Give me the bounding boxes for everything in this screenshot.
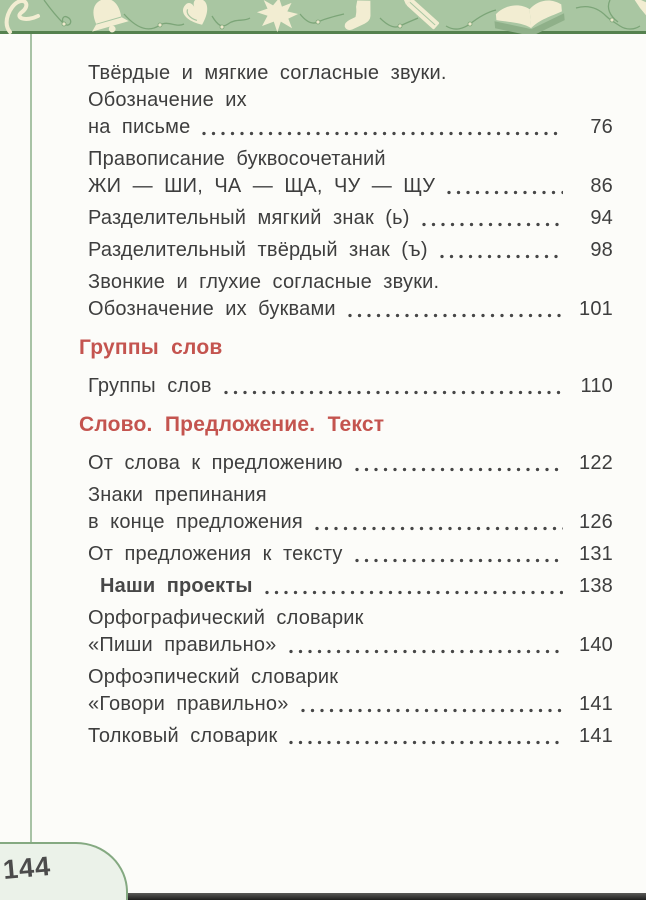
- toc-entry-leader-line: [88, 296, 613, 323]
- toc-entry-title: Обозначение их буквами: [88, 298, 336, 320]
- dot-leader: [315, 526, 563, 531]
- dot-leader: [289, 740, 563, 745]
- toc-entry-leader-line: [88, 541, 613, 568]
- dot-leader: [202, 131, 563, 136]
- toc-page-number: 110: [580, 375, 613, 397]
- toc-page-number: 94: [590, 207, 613, 229]
- toc-page-number: 122: [579, 452, 613, 474]
- toc-entry: [88, 450, 613, 477]
- toc-entry-line: Звонкие и глухие согласные звуки.: [88, 271, 440, 293]
- dot-leader: [422, 222, 563, 227]
- toc-entry-title: От предложения к тексту: [88, 543, 343, 565]
- toc-entry-leader-line: [88, 691, 613, 718]
- toc-entry-leader-line: [88, 723, 613, 750]
- toc-page-number: 140: [579, 634, 613, 656]
- toc-entry: [88, 146, 613, 200]
- toc-entry-title: в конце предложения: [88, 511, 303, 533]
- toc-entry-leader-line: [88, 173, 613, 200]
- toc-entry-title: От слова к предложению: [88, 452, 343, 474]
- toc-entry-leader-line: [88, 237, 613, 264]
- toc-entry-leader-line: [88, 509, 613, 536]
- toc-entry-leader-line: [88, 632, 613, 659]
- toc-page-number: 101: [579, 298, 613, 320]
- toc-entry: [88, 60, 613, 141]
- dot-leader: [348, 313, 563, 318]
- toc-page-number: 141: [579, 693, 613, 715]
- toc-entry: [88, 373, 613, 400]
- toc-entry-title: Группы слов: [88, 375, 212, 397]
- toc-entry: [88, 605, 613, 659]
- toc-page-number: 98: [590, 239, 613, 261]
- toc-page-number: 131: [579, 543, 613, 565]
- toc-entry-title: «Говори правильно»: [88, 693, 289, 715]
- toc-page-number: 141: [579, 725, 613, 747]
- dot-leader: [447, 190, 563, 195]
- section-heading: Слово. Предложение. Текст: [79, 413, 385, 436]
- toc-entry-line: Орфоэпический словарик: [88, 666, 339, 688]
- page-number: 144: [1, 850, 53, 886]
- toc-entry-leader-line: [88, 205, 613, 232]
- section-heading: Группы слов: [79, 336, 223, 359]
- toc-page-number: 138: [579, 575, 613, 597]
- toc-entry-title: на письме: [88, 116, 191, 138]
- toc-page-number: 86: [590, 175, 613, 197]
- dot-leader: [301, 708, 563, 713]
- toc-entry: [88, 541, 613, 568]
- toc-page-number: 76: [590, 116, 613, 138]
- toc-entry-title: Разделительный мягкий знак (ь): [88, 207, 410, 229]
- dot-leader: [355, 467, 563, 472]
- decorative-top-border: [0, 0, 646, 34]
- toc-entry-leader-line: [88, 373, 613, 400]
- toc-entry: [88, 482, 613, 536]
- toc-list: [79, 50, 613, 755]
- toc-entry: [88, 205, 613, 232]
- toc-entry-line: Орфографический словарик: [88, 607, 364, 629]
- dot-leader: [355, 558, 563, 563]
- toc-entry-title: Толковый словарик: [88, 725, 278, 747]
- toc-entry: [88, 573, 613, 600]
- dot-leader: [224, 390, 563, 395]
- toc-entry-leader-line: [100, 573, 613, 600]
- toc-entry-line: Обозначение их: [88, 89, 247, 111]
- toc-entry: [88, 269, 613, 323]
- toc-entry: [88, 723, 613, 750]
- toc-entry-line: Твёрдые и мягкие согласные звуки.: [88, 62, 447, 84]
- page-number-tab: [0, 842, 128, 900]
- toc-entry-leader-line: [88, 450, 613, 477]
- toc-entry-line: Знаки препинания: [88, 484, 267, 506]
- toc-entry: [88, 664, 613, 718]
- toc-entry-title: Наши проекты: [100, 575, 253, 597]
- dot-leader: [289, 649, 564, 654]
- toc-entry-line: Правописание буквосочетаний: [88, 148, 386, 170]
- toc-entry-title: «Пиши правильно»: [88, 634, 277, 656]
- toc-entry: [88, 237, 613, 264]
- margin-rule: [30, 34, 32, 846]
- dot-leader: [440, 254, 563, 259]
- dot-leader: [265, 590, 563, 595]
- toc-entry-title: Разделительный твёрдый знак (ъ): [88, 239, 428, 261]
- toc-entry-title: ЖИ — ШИ, ЧА — ЩА, ЧУ — ЩУ: [88, 175, 436, 197]
- toc-page-number: 126: [579, 511, 613, 533]
- toc-entry-leader-line: [88, 114, 613, 141]
